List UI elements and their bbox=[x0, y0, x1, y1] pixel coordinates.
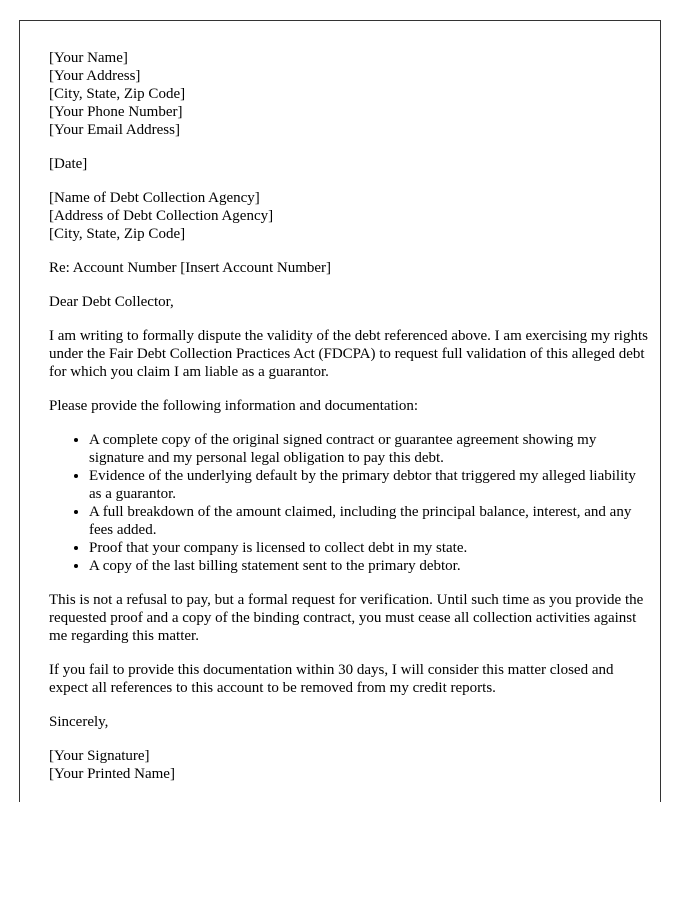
list-item: • A complete copy of the original signed contract or guarantee agreement showing my signature and my personal legal obligation to pay this debt. bbox=[89, 431, 649, 467]
letter-date: [Date] bbox=[49, 156, 88, 172]
letter-page bbox=[19, 20, 661, 802]
sender-email: [Your Email Address] bbox=[49, 122, 180, 138]
list-item: • A copy of the last billing statement sent to the primary debtor. bbox=[89, 557, 649, 575]
recipient-block bbox=[49, 189, 649, 243]
intro-paragraph: I am writing to formally dispute the validity of the debt referenced above. I am exercising my rights under the Fair Debt Collection Practices Act (FDCPA) to request full validation of this alleged debt for which you claim I am liable as a guarantor. bbox=[49, 328, 648, 380]
requested-items-list bbox=[49, 431, 649, 575]
sender-city-state-zip: [City, State, Zip Code] bbox=[49, 86, 186, 102]
sender-name: [Your Name] bbox=[49, 50, 128, 66]
subject-line: Re: Account Number [Insert Account Number] bbox=[49, 260, 332, 276]
sender-phone: [Your Phone Number] bbox=[49, 104, 183, 120]
closing: Sincerely, bbox=[49, 714, 109, 730]
sender-block bbox=[49, 49, 649, 139]
list-item: • Evidence of the underlying default by the primary debtor that triggered my alleged liability as a guarantor. bbox=[89, 467, 649, 503]
not-refusal-paragraph: This is not a refusal to pay, but a formal request for verification. Until such time as you provide the requested proof and a copy of the binding contract, you must cease all collection activities against me regarding this matter. bbox=[49, 592, 644, 644]
recipient-name: [Name of Debt Collection Agency] bbox=[49, 190, 260, 206]
signature-line: [Your Signature] bbox=[49, 748, 150, 764]
sender-address: [Your Address] bbox=[49, 68, 141, 84]
list-item: • A full breakdown of the amount claimed, including the principal balance, interest, and any fees added. bbox=[89, 503, 649, 539]
deadline-paragraph: If you fail to provide this documentation within 30 days, I will consider this matter closed and expect all references to this account to be removed from my credit reports. bbox=[49, 662, 614, 696]
letter-content bbox=[49, 49, 649, 783]
request-lead-paragraph: Please provide the following information and documentation: bbox=[49, 398, 419, 414]
signature-block bbox=[49, 747, 649, 783]
salutation: Dear Debt Collector, bbox=[49, 294, 174, 310]
list-item: • Proof that your company is licensed to collect debt in my state. bbox=[89, 539, 649, 557]
printed-name: [Your Printed Name] bbox=[49, 766, 175, 782]
recipient-city-state-zip: [City, State, Zip Code] bbox=[49, 226, 186, 242]
recipient-address: [Address of Debt Collection Agency] bbox=[49, 208, 274, 224]
